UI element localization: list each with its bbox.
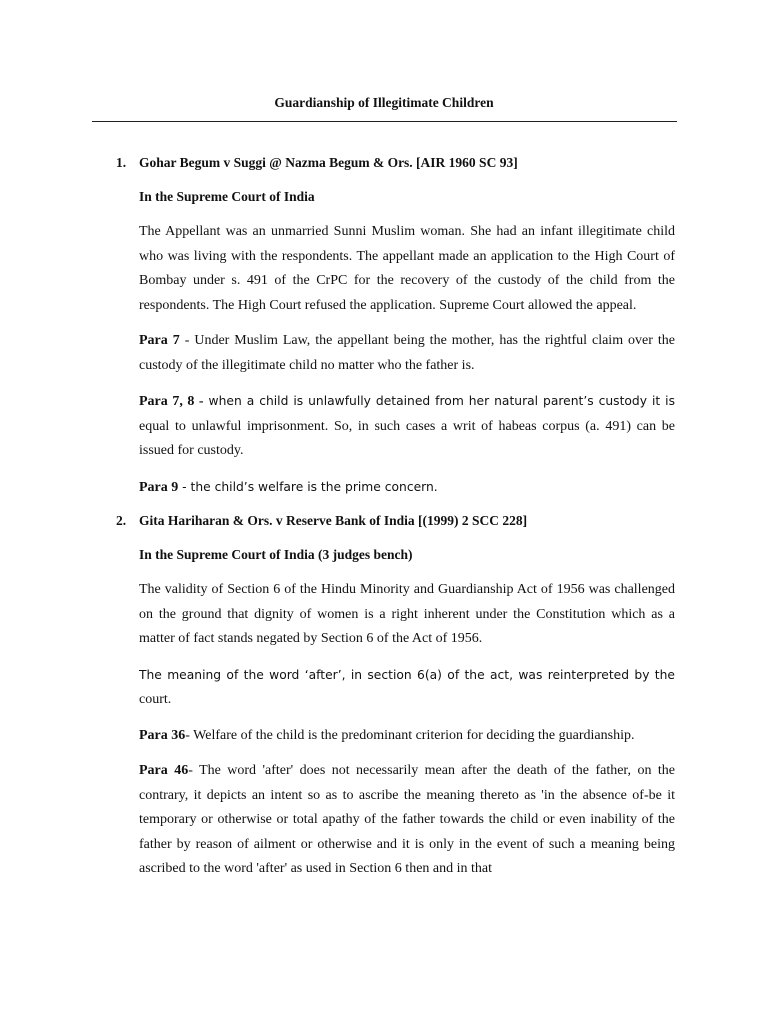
case-item-1 [116, 153, 675, 500]
para-label: Para 46 [139, 763, 189, 778]
para-note [139, 724, 675, 749]
document-body [116, 153, 676, 893]
interpretation-note [139, 663, 675, 713]
case-item-2 [116, 511, 676, 882]
para-label: Para 36 [139, 727, 186, 743]
case-number: 2. [116, 513, 127, 528]
para-note [139, 759, 675, 882]
interpretation-text-continued: court. [139, 692, 172, 707]
para-text: - Under Muslim Law, the appellant being the mother, has the rightful claim over the custody of the illegitimate child no matter who the father is. [139, 333, 675, 373]
interpretation-text: The meaning of the word ‘after’, in section 6(a) of the act, was reinterpreted by the [139, 667, 675, 682]
case-number: 1. [116, 155, 127, 170]
para-note [139, 329, 675, 378]
case-summary: The Appellant was an unmarried Sunni Muslim woman. She had an infant illegitimate child who was living with the respondents. The appellant made an application to the High Court of Bombay under s. 491 of the CrPC for the recovery of the custody of the child from the respondents. The High Court refused the application. Supreme Court allowed the appeal. [139, 224, 675, 313]
case-summary: The validity of Section 6 of the Hindu Minority and Guardianship Act of 1956 was challenged on the ground that dignity of women is a right inherent under the Constitution which as a matter of fact stands negated by Section 6 of the Act of 1956. [139, 582, 675, 646]
para-note [139, 475, 675, 501]
para-text: - The word 'after' does not necessarily mean after the death of the father, on the contrary, it depicts an intent so as to ascribe the meaning thereto as 'in the absence of-be it temporary or otherwise or total apathy of the father towards the child or even inability of the father by reason of ailment or otherwise and it is only in the event of such a meaning being ascribed to the word 'after' as used in Section 6 then and in that [139, 763, 676, 876]
para-text: when a child is unlawfully detained from her natural parent’s custody it is [203, 394, 675, 408]
case-title: Gohar Begum v Suggi @ Nazma Begum & Ors. [AIR 1960 SC 93] [139, 155, 518, 170]
para-text: - Welfare of the child is the predominant criterion for deciding the guardianship. [185, 727, 635, 743]
case-title: Gita Hariharan & Ors. v Reserve Bank of India [(1999) 2 SCC 228] [139, 513, 528, 528]
para-note [139, 389, 675, 464]
document-title: Guardianship of Illegitimate Children [274, 95, 494, 110]
para-text-continued: equal to unlawful imprisonment. So, in such cases a writ of habeas corpus (a. 491) can be issued for custody. [139, 418, 675, 458]
court-heading: In the Supreme Court of India (3 judges bench) [139, 547, 413, 562]
para-label: Para 7 [139, 333, 180, 348]
para-label: Para 7, 8 - [139, 394, 204, 409]
para-text: - the child’s welfare is the prime concern. [178, 479, 438, 494]
court-heading: In the Supreme Court of India [139, 189, 315, 204]
title-divider [92, 121, 677, 122]
para-label: Para 9 [139, 479, 179, 495]
